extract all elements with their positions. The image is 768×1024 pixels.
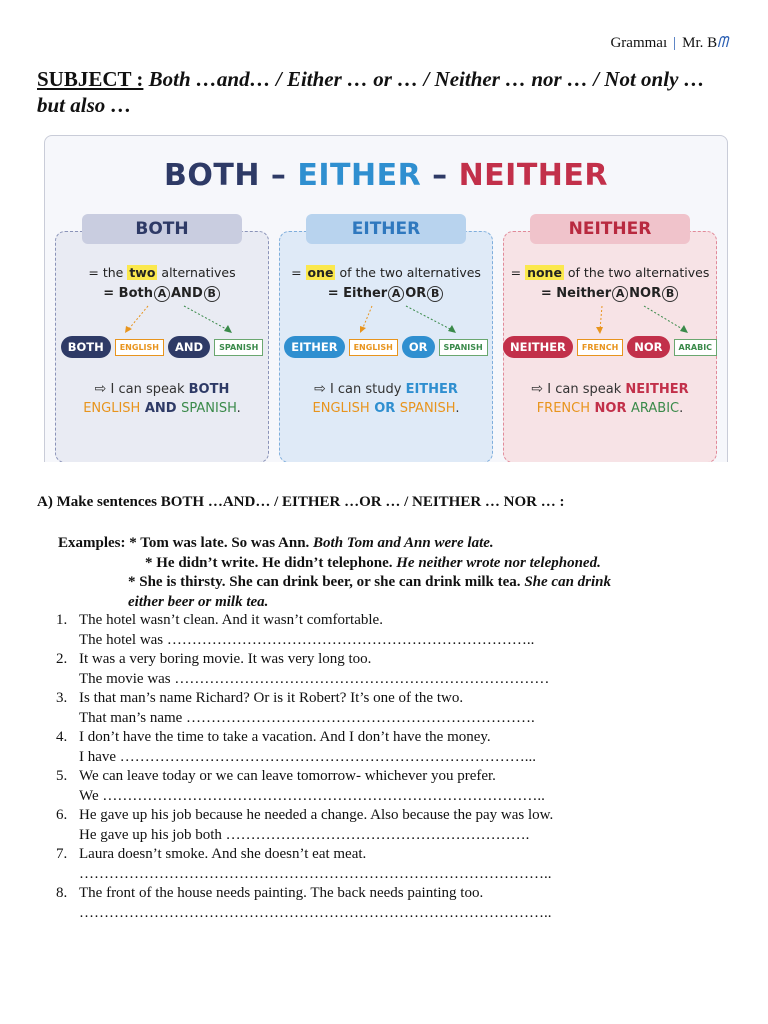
example-keyword: NEITHER (625, 382, 689, 397)
formula-text: = Both (103, 286, 153, 301)
title-dash: – (421, 158, 459, 193)
item-question: I don’t have the time to take a vacation. And I don’t have the money. (79, 729, 491, 745)
item-number: 7. (56, 846, 68, 862)
example-keyword: BOTH (188, 382, 230, 397)
circle-b: B (662, 286, 678, 302)
circle-b: B (204, 286, 220, 302)
list-item (56, 845, 736, 884)
box-option-a: ENGLISH (349, 339, 398, 356)
pill-keyword: EITHER (284, 336, 344, 358)
formula (504, 286, 716, 302)
formula-conj: OR (405, 286, 427, 301)
item-number: 4. (56, 729, 68, 745)
item-answer-line: We …………………………………………………………………………….. (79, 787, 545, 804)
exercise-list (56, 611, 736, 923)
example-prompt: * She is thirsty. She can drink beer, or she can drink milk tea. (128, 574, 525, 590)
definition (280, 265, 492, 280)
example-period: . (455, 401, 460, 416)
examples-block (58, 534, 738, 612)
definition-highlight: two (129, 265, 156, 280)
list-item (56, 884, 736, 923)
list-item (56, 611, 736, 650)
pattern-row (504, 336, 716, 358)
header-left-text: Grammaı (610, 35, 668, 51)
item-question: The hotel wasn’t clean. And it wasn’t comfortable. (79, 612, 383, 628)
definition-highlight: one (307, 265, 334, 280)
item-question: The front of the house needs painting. The back needs painting too. (79, 885, 484, 901)
item-answer-line: He gave up his job both ……………………………………………………. (79, 826, 530, 843)
panel-neither (503, 219, 717, 462)
example-word-b: SPANISH (181, 401, 237, 416)
circle-a: A (388, 286, 404, 302)
definition-text: of the two alternatives (335, 265, 481, 280)
title-dash: – (259, 158, 298, 193)
example-conj: NOR (590, 401, 632, 416)
box-option-b: SPANISH (439, 339, 488, 356)
item-answer-line: ………………………………………………………………………………….. (79, 904, 552, 921)
formula (280, 286, 492, 302)
example-3 (58, 573, 738, 593)
item-question: It was a very boring movie. It was very long too. (79, 651, 372, 667)
list-item (56, 728, 736, 767)
section-a-heading: A) Make sentences BOTH …AND… / EITHER …OR … / NEITHER … NOR … : (37, 494, 565, 510)
example-conj: AND (140, 401, 182, 416)
example-answer: He neither wrote nor telephoned. (396, 554, 601, 571)
pattern-row (280, 336, 492, 358)
definition-text: of the two alternatives (563, 265, 710, 280)
example-prompt: Examples: * Tom was late. So was Ann. (58, 535, 314, 551)
header-author: Mr. B (682, 35, 718, 51)
title-either: EITHER (297, 158, 422, 193)
list-item (56, 650, 736, 689)
formula (56, 286, 268, 302)
box-option-a: FRENCH (577, 339, 623, 356)
title-neither: NEITHER (458, 158, 608, 193)
example-2 (58, 554, 738, 574)
list-item (56, 806, 736, 845)
dotted-arrows-icon (56, 304, 268, 336)
example-answer: She can drink (524, 574, 612, 590)
definition (504, 265, 716, 280)
arrow-right-icon: ⇨ (531, 381, 544, 397)
item-number: 6. (56, 807, 68, 823)
panel-tab: NEITHER (530, 214, 690, 244)
definition (56, 265, 268, 280)
formula-text: = Neither (540, 286, 612, 301)
subject-label: SUBJECT : (37, 67, 144, 91)
example-sentence (56, 380, 268, 418)
item-question: He gave up his job because he needed a change. Also because the pay was low. (79, 807, 554, 823)
panel-tab: BOTH (82, 214, 242, 244)
definition-text: = (291, 265, 306, 280)
infographic-title (45, 158, 727, 193)
list-item (56, 689, 736, 728)
example-text: I can speak (547, 382, 626, 397)
panel-tab: EITHER (306, 214, 466, 244)
example-word-b: ARABIC (631, 401, 680, 416)
title-both: BOTH (164, 158, 260, 193)
panel-both (55, 219, 269, 462)
definition-text: alternatives (157, 265, 236, 280)
example-conj: OR (369, 401, 400, 416)
item-question: We can leave today or we can leave tomorrow- whichever you prefer. (79, 768, 496, 784)
formula-conj: NOR (629, 286, 662, 301)
example-answer: Both Tom and Ann were late. (313, 535, 494, 551)
item-number: 3. (56, 690, 68, 706)
item-answer-line: That man’s name ……………………………………………………………. (79, 709, 535, 726)
example-period: . (679, 401, 684, 416)
example-word-a: FRENCH (536, 401, 591, 416)
formula-text: = Either (327, 286, 388, 301)
item-answer-line: The hotel was ……………………………………………………………….. (79, 631, 535, 648)
pattern-row (56, 336, 268, 358)
box-option-a: ENGLISH (115, 339, 164, 356)
item-number: 8. (56, 885, 68, 901)
zodiac-logo-icon: ᗰ (717, 35, 728, 51)
example-word-b: SPANISH (399, 401, 456, 416)
dotted-arrows-icon (280, 304, 492, 336)
definition-text: = (510, 265, 526, 280)
formula-conj: AND (171, 286, 203, 301)
pill-conjunction: OR (402, 336, 435, 358)
item-question: Laura doesn’t smoke. And she doesn’t eat meat. (79, 846, 367, 862)
definition-highlight: none (527, 265, 562, 280)
example-3-continued: either beer or milk tea. (128, 593, 269, 610)
panel-either (279, 219, 493, 462)
subject-heading (37, 66, 737, 118)
example-word-a: ENGLISH (83, 401, 141, 416)
both-either-neither-infographic (44, 135, 728, 462)
example-sentence (280, 380, 492, 418)
example-text: I can speak (110, 382, 189, 397)
pill-conjunction: NOR (627, 336, 669, 358)
box-option-b: ARABIC (674, 339, 718, 356)
pill-keyword: BOTH (61, 336, 111, 358)
arrow-right-icon: ⇨ (94, 381, 107, 397)
circle-a: A (154, 286, 170, 302)
definition-text: = the (88, 265, 128, 280)
circle-a: A (612, 286, 628, 302)
item-question: Is that man’s name Richard? Or is it Robert? It’s one of the two. (79, 690, 464, 706)
item-number: 5. (56, 768, 68, 784)
item-number: 1. (56, 612, 68, 628)
header-separator: | (673, 35, 677, 51)
arrow-right-icon: ⇨ (314, 381, 326, 397)
example-keyword: EITHER (405, 382, 458, 397)
item-answer-line: I have ………………………………………………………………………... (79, 748, 537, 765)
page-header (610, 34, 728, 52)
list-item (56, 767, 736, 806)
box-option-b: SPANISH (214, 339, 263, 356)
item-number: 2. (56, 651, 68, 667)
example-prompt: * He didn’t write. He didn’t telephone. (145, 554, 397, 571)
example-word-a: ENGLISH (312, 401, 370, 416)
pill-keyword: NEITHER (503, 336, 573, 358)
item-answer-line: The movie was ………………………………………………………………… (79, 670, 550, 687)
example-sentence (504, 380, 716, 418)
item-answer-line: ………………………………………………………………………………….. (79, 865, 552, 882)
dotted-arrows-icon (504, 304, 716, 336)
circle-b: B (427, 286, 443, 302)
example-1 (58, 534, 738, 554)
example-period: . (236, 401, 241, 416)
subject-text: Both …and… / Either … or … / Neither … nor … / Not only … but also … (37, 67, 705, 117)
pill-conjunction: AND (168, 336, 210, 358)
example-text: I can study (329, 382, 406, 397)
